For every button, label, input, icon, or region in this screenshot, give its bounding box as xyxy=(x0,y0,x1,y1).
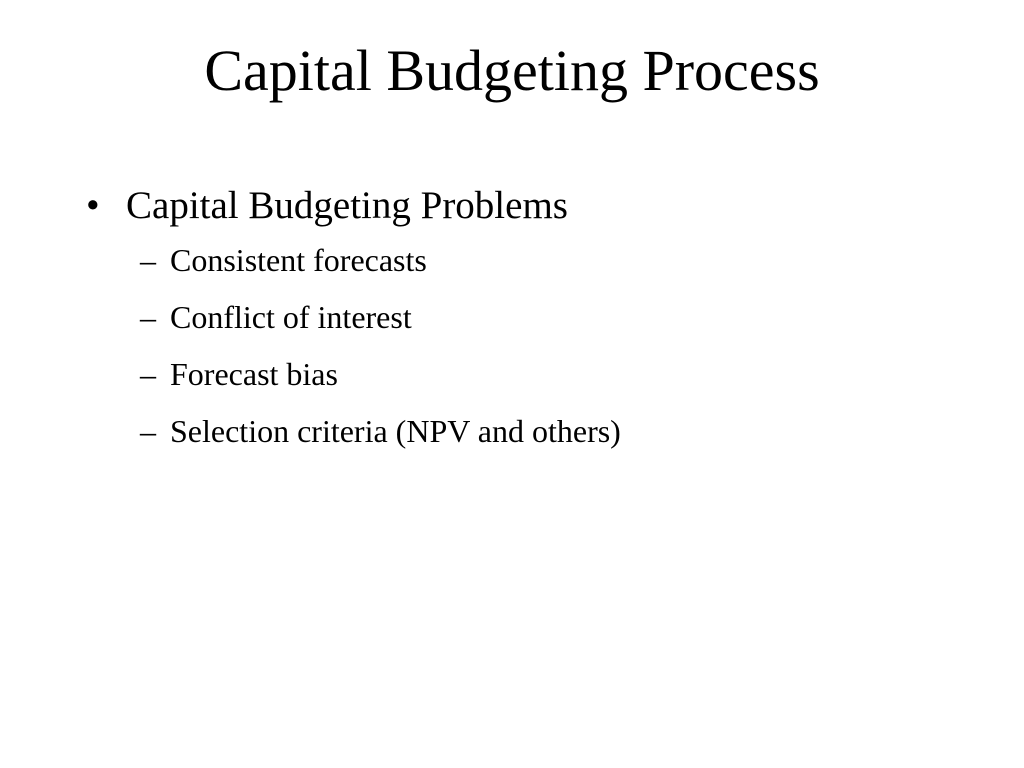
sub-bullet-text: Forecast bias xyxy=(170,356,338,392)
bullet-item xyxy=(86,180,986,232)
sub-bullet-item xyxy=(140,297,986,337)
dash-icon: – xyxy=(140,413,156,449)
slide-title: Capital Budgeting Process xyxy=(204,38,820,103)
slide-body xyxy=(86,180,986,468)
dash-icon: – xyxy=(140,242,156,278)
dash-icon: – xyxy=(140,299,156,335)
sub-bullet-list xyxy=(86,240,986,451)
sub-bullet-text: Conflict of interest xyxy=(170,299,412,335)
sub-bullet-item xyxy=(140,354,986,394)
bullet-text: Capital Budgeting Problems xyxy=(126,184,568,227)
sub-bullet-text: Consistent forecasts xyxy=(170,242,427,278)
sub-bullet-text: Selection criteria (NPV and others) xyxy=(170,413,621,449)
dash-icon: – xyxy=(140,356,156,392)
sub-bullet-item xyxy=(140,411,986,451)
sub-bullet-item xyxy=(140,240,986,280)
bullet-icon: • xyxy=(86,184,100,227)
